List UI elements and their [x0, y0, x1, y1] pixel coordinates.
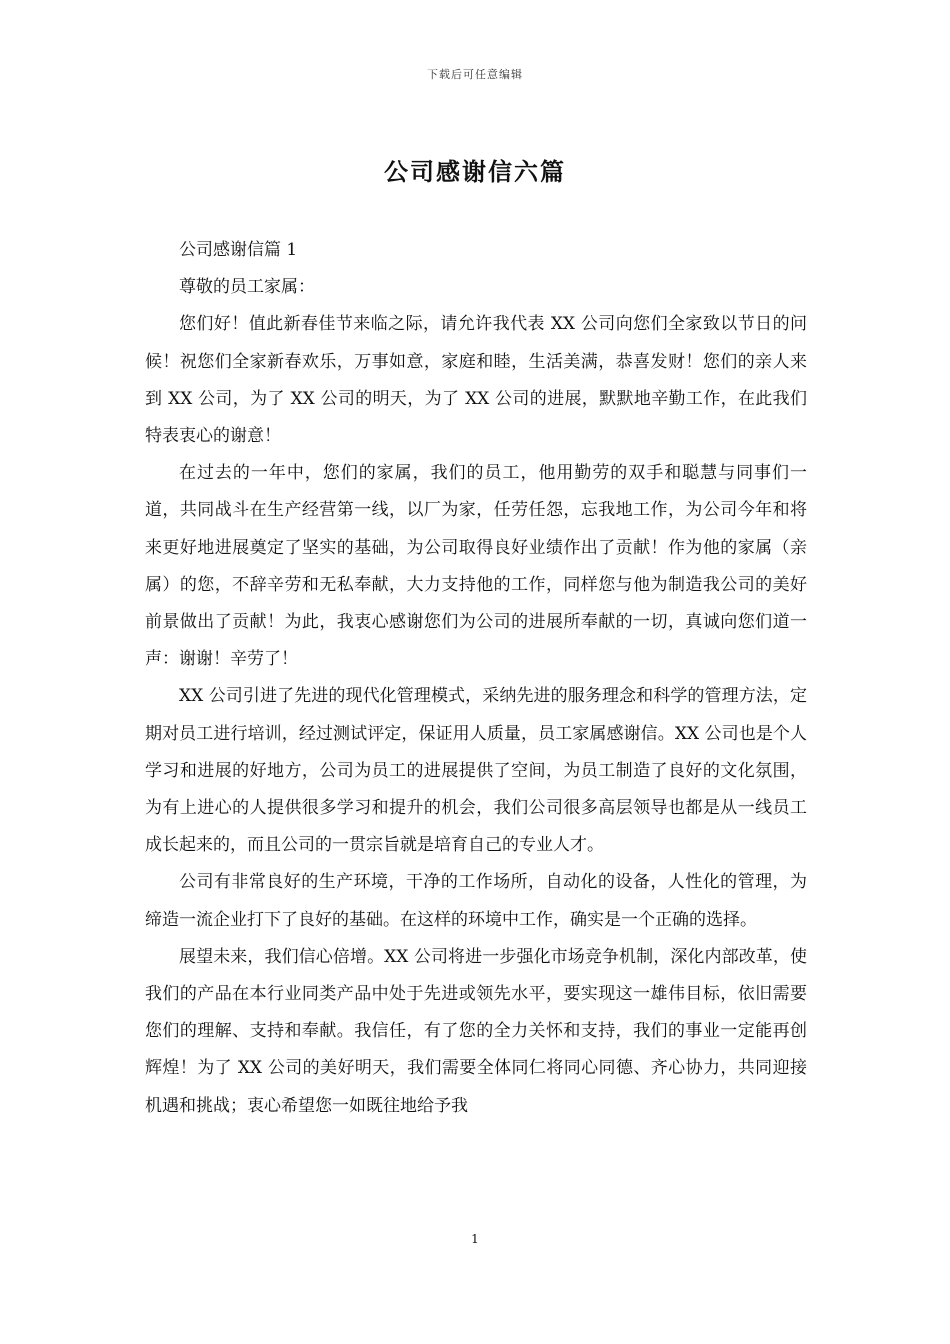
paragraph-outlook: 展望未来，我们信心倍增。XX 公司将进一步强化市场竞争机制，深化内部改革，使我们的产品在本行业同类产品中处于先进或领先水平，要实现这一雄伟目标，依旧需要您们的理解、支持和奉献。我信任，有了您的全力关怀和支持，我们的事业一定能再创辉煌！为了 XX 公司的美好明天，我们需要全体同仁将同心同德、齐心协力，共同迎接机遇和挑战；衷心希望您一如既往地给予我	[145, 946, 807, 1116]
document-title: 公司感谢信六篇	[384, 157, 566, 186]
section-heading: 公司感谢信篇 1	[179, 240, 298, 260]
salutation: 尊敬的员工家属：	[179, 277, 315, 298]
paragraph-greeting: 您们好！值此新春佳节来临之际，请允许我代表 XX 公司向您们全家致以节日的问候！祝您们全家新春欢乐，万事如意，家庭和睦，生活美满，恭喜发财！您们的亲人来到 XX 公司，为了 XX 公司的明天，为了 XX 公司的进展，默默地辛勤工作，在此我们特表衷心的谢意！	[145, 314, 807, 447]
paragraph-environment: 公司有非常良好的生产环境，干净的工作场所，自动化的设备，人性化的管理，为缔造一流企业打下了良好的基础。在这样的环境中工作，确实是一个正确的选择。	[145, 872, 807, 930]
paragraph-past-year: 在过去的一年中，您们的家属，我们的员工，他用勤劳的双手和聪慧与同事们一道，共同战斗在生产经营第一线，以厂为家，任劳任怨，忘我地工作，为公司今年和将来更好地进展奠定了坚实的基础，为公司取得良好业绩作出了贡献！作为他的家属（亲属）的您，不辞辛劳和无私奉献，大力支持他的工作，同样您与他为制造我公司的美好前景做出了贡献！为此，我衷心感谢您们为公司的进展所奉献的一切，真诚向您们道一声：谢谢！辛劳了！	[145, 463, 807, 670]
letter-body	[145, 232, 807, 1125]
page-header-note: 下载后可任意编辑	[427, 68, 523, 81]
paragraph-management: XX 公司引进了先进的现代化管理模式，采纳先进的服务理念和科学的管理方法，定期对员工进行培训，经过测试评定，保证用人质量，员工家属感谢信。XX 公司也是个人学习和进展的好地方，公司为员工的进展提供了空间，为员工制造了良好的文化氛围，为有上进心的人提供很多学习和提升的机会，我们公司很多高层领导也都是从一线员工成长起来的，而且公司的一贯宗旨就是培育自己的专业人才。	[145, 686, 807, 856]
page-number: 1	[471, 1232, 479, 1246]
